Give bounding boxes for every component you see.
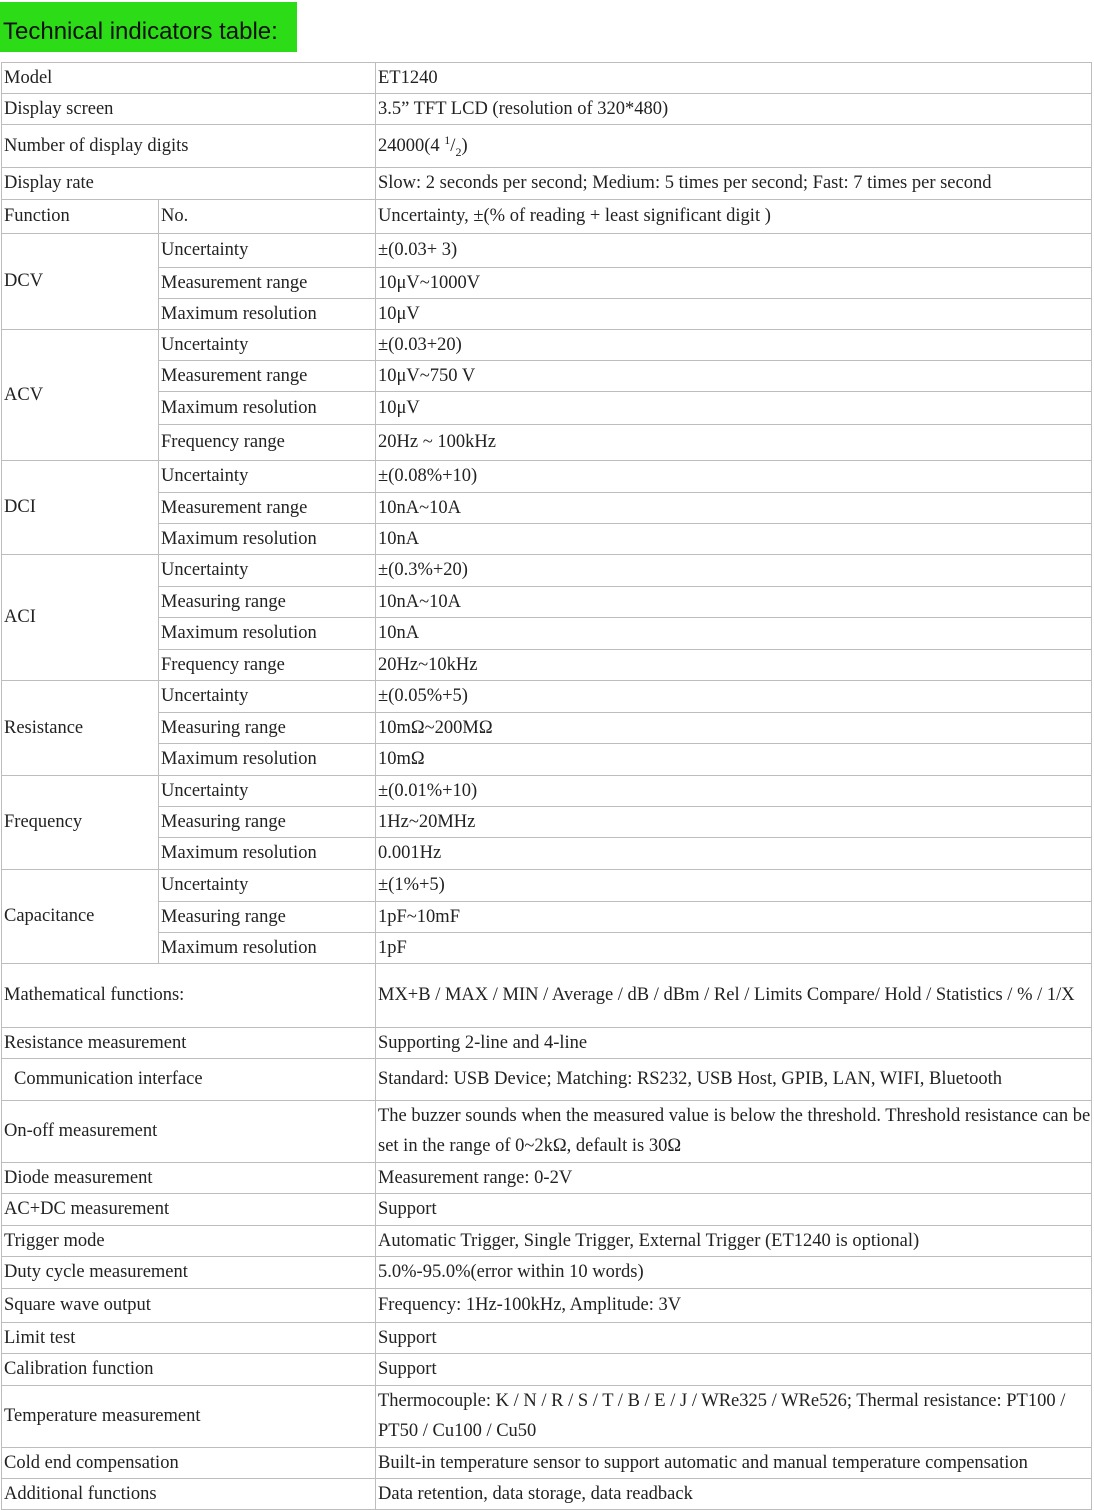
- parameter-value: ±(0.03+ 3): [376, 233, 1092, 267]
- row-value: Automatic Trigger, Single Trigger, External Trigger (ET1240 is optional): [376, 1225, 1092, 1256]
- parameter-name: Measuring range: [159, 712, 376, 743]
- row-value: Support: [376, 1353, 1092, 1385]
- parameter-name: Uncertainty: [159, 460, 376, 492]
- parameter-value: 1pF: [376, 932, 1092, 963]
- table-row: [2, 1385, 1092, 1447]
- table-row: [2, 63, 1092, 94]
- parameter-value: 10μV~1000V: [376, 267, 1092, 298]
- row-value: Slow: 2 seconds per second; Medium: 5 times per second; Fast: 7 times per second: [376, 167, 1092, 199]
- parameter-name: Measuring range: [159, 901, 376, 932]
- parameter-value: 10nA~10A: [376, 586, 1092, 617]
- row-value: Support: [376, 1322, 1092, 1353]
- table-row: [2, 1193, 1092, 1225]
- parameter-name: Frequency range: [159, 649, 376, 680]
- row-value: Thermocouple: K / N / R / S / T / B / E / J / WRe325 / WRe526; Thermal resistance: PT100 / PT50 / Cu100 / Cu50: [376, 1385, 1092, 1447]
- table-row: [2, 329, 1092, 360]
- row-label: Diode measurement: [2, 1162, 376, 1193]
- parameter-value: ±(0.03+20): [376, 329, 1092, 360]
- row-label: Trigger mode: [2, 1225, 376, 1256]
- parameter-value: 10mΩ: [376, 743, 1092, 775]
- parameter-name: Uncertainty: [159, 680, 376, 712]
- table-row: [2, 837, 1092, 869]
- parameter-name: Maximum resolution: [159, 617, 376, 649]
- table-row: [2, 806, 1092, 837]
- digits-close: ): [461, 136, 468, 157]
- parameter-value: 1pF~10mF: [376, 901, 1092, 932]
- parameter-name: Measuring range: [159, 586, 376, 617]
- row-value: ET1240: [376, 63, 1092, 94]
- parameter-value: ±(0.08%+10): [376, 460, 1092, 492]
- parameter-name: Uncertainty: [159, 775, 376, 806]
- table-row: [2, 712, 1092, 743]
- table-row: [2, 460, 1092, 492]
- row-label: Display screen: [2, 94, 376, 125]
- spec-table: [1, 62, 1092, 1510]
- parameter-value: 0.001Hz: [376, 837, 1092, 869]
- function-group-label: DCV: [2, 233, 159, 329]
- function-group-label: Frequency: [2, 775, 159, 869]
- parameter-name: Maximum resolution: [159, 298, 376, 329]
- table-row: [2, 1100, 1092, 1162]
- table-row: [2, 492, 1092, 523]
- header-no: No.: [159, 199, 376, 233]
- row-value: 5.0%-95.0%(error within 10 words): [376, 1256, 1092, 1288]
- row-value: The buzzer sounds when the measured value is below the threshold. Threshold resistance can be set in the range of 0~2kΩ, default is 30Ω: [376, 1100, 1092, 1162]
- row-label: Communication interface: [2, 1058, 376, 1100]
- parameter-name: Measurement range: [159, 360, 376, 391]
- table-row: [2, 233, 1092, 267]
- table-row: [2, 424, 1092, 460]
- table-row: [2, 617, 1092, 649]
- table-row: [2, 554, 1092, 586]
- header-function: Function: [2, 199, 159, 233]
- table-row: [2, 523, 1092, 554]
- parameter-name: Measuring range: [159, 806, 376, 837]
- row-label: Square wave output: [2, 1288, 376, 1322]
- parameter-name: Uncertainty: [159, 233, 376, 267]
- parameter-value: ±(0.3%+20): [376, 554, 1092, 586]
- fraction-denominator: 2: [455, 144, 462, 159]
- table-row: [2, 1162, 1092, 1193]
- row-label: Limit test: [2, 1322, 376, 1353]
- table-row: [2, 1058, 1092, 1100]
- parameter-value: 10μV: [376, 298, 1092, 329]
- table-row: [2, 1256, 1092, 1288]
- parameter-name: Maximum resolution: [159, 837, 376, 869]
- parameter-name: Measurement range: [159, 267, 376, 298]
- parameter-value: 10nA: [376, 523, 1092, 554]
- table-row: [2, 360, 1092, 391]
- table-row: [2, 963, 1092, 1027]
- row-value: MX+B / MAX / MIN / Average / dB / dBm / Rel / Limits Compare/ Hold / Statistics / % / 1/X: [376, 963, 1092, 1027]
- parameter-name: Uncertainty: [159, 554, 376, 586]
- parameter-value: 10mΩ~200MΩ: [376, 712, 1092, 743]
- row-value: Support: [376, 1193, 1092, 1225]
- row-value: Data retention, data storage, data readback: [376, 1478, 1092, 1509]
- table-row: [2, 1447, 1092, 1478]
- parameter-value: 10nA~10A: [376, 492, 1092, 523]
- row-label: Number of display digits: [2, 125, 376, 168]
- table-row: [2, 1288, 1092, 1322]
- table-row: [2, 869, 1092, 901]
- fraction-slash: /: [450, 136, 456, 157]
- fraction-numerator: 1: [444, 133, 451, 147]
- table-row: [2, 167, 1092, 199]
- parameter-name: Maximum resolution: [159, 932, 376, 963]
- row-label: Additional functions: [2, 1478, 376, 1509]
- row-label: On-off measurement: [2, 1100, 376, 1162]
- table-row: [2, 586, 1092, 617]
- parameter-name: Maximum resolution: [159, 523, 376, 554]
- parameter-value: 1Hz~20MHz: [376, 806, 1092, 837]
- table-row: [2, 1322, 1092, 1353]
- table-row: [2, 901, 1092, 932]
- row-label: Display rate: [2, 167, 376, 199]
- row-value: Standard: USB Device; Matching: RS232, USB Host, GPIB, LAN, WIFI, Bluetooth: [376, 1058, 1092, 1100]
- row-value: Frequency: 1Hz-100kHz, Amplitude: 3V: [376, 1288, 1092, 1322]
- parameter-name: Uncertainty: [159, 869, 376, 901]
- function-group-label: DCI: [2, 460, 159, 554]
- row-label: Calibration function: [2, 1353, 376, 1385]
- parameter-value: 10μV: [376, 391, 1092, 424]
- page-title: Technical indicators table:: [0, 2, 297, 52]
- row-label: Mathematical functions:: [2, 963, 376, 1027]
- table-row: [2, 1353, 1092, 1385]
- parameter-name: Uncertainty: [159, 329, 376, 360]
- table-row: [2, 1478, 1092, 1509]
- table-row: [2, 298, 1092, 329]
- table-row: [2, 125, 1092, 168]
- row-value: 3.5” TFT LCD (resolution of 320*480): [376, 94, 1092, 125]
- row-label: Model: [2, 63, 376, 94]
- function-group-label: Resistance: [2, 680, 159, 775]
- parameter-value: ±(1%+5): [376, 869, 1092, 901]
- row-value: Built-in temperature sensor to support automatic and manual temperature compensation: [376, 1447, 1092, 1478]
- table-row: [2, 932, 1092, 963]
- table-row: [2, 267, 1092, 298]
- function-group-label: ACV: [2, 329, 159, 460]
- row-label: AC+DC measurement: [2, 1193, 376, 1225]
- parameter-value: 10μV~750 V: [376, 360, 1092, 391]
- row-label: Duty cycle measurement: [2, 1256, 376, 1288]
- table-row: [2, 649, 1092, 680]
- table-row: [2, 680, 1092, 712]
- parameter-name: Frequency range: [159, 424, 376, 460]
- row-label: Resistance measurement: [2, 1027, 376, 1058]
- table-row: [2, 1027, 1092, 1058]
- table-row: [2, 743, 1092, 775]
- parameter-name: Maximum resolution: [159, 391, 376, 424]
- parameter-value: 20Hz~10kHz: [376, 649, 1092, 680]
- row-value: Measurement range: 0-2V: [376, 1162, 1092, 1193]
- header-uncertainty: Uncertainty, ±(% of reading + least significant digit ): [376, 199, 1092, 233]
- table-row: [2, 94, 1092, 125]
- row-label: Temperature measurement: [2, 1385, 376, 1447]
- table-row: [2, 391, 1092, 424]
- row-label: Cold end compensation: [2, 1447, 376, 1478]
- parameter-value: ±(0.05%+5): [376, 680, 1092, 712]
- digits-value: 24000(4: [378, 136, 445, 157]
- row-value: [376, 125, 1092, 168]
- parameter-value: ±(0.01%+10): [376, 775, 1092, 806]
- parameter-value: 10nA: [376, 617, 1092, 649]
- parameter-value: 20Hz ~ 100kHz: [376, 424, 1092, 460]
- row-value: Supporting 2-line and 4-line: [376, 1027, 1092, 1058]
- table-row: [2, 775, 1092, 806]
- table-row: [2, 1225, 1092, 1256]
- parameter-name: Measurement range: [159, 492, 376, 523]
- function-group-label: Capacitance: [2, 869, 159, 963]
- parameter-name: Maximum resolution: [159, 743, 376, 775]
- function-group-label: ACI: [2, 554, 159, 680]
- table-header-row: [2, 199, 1092, 233]
